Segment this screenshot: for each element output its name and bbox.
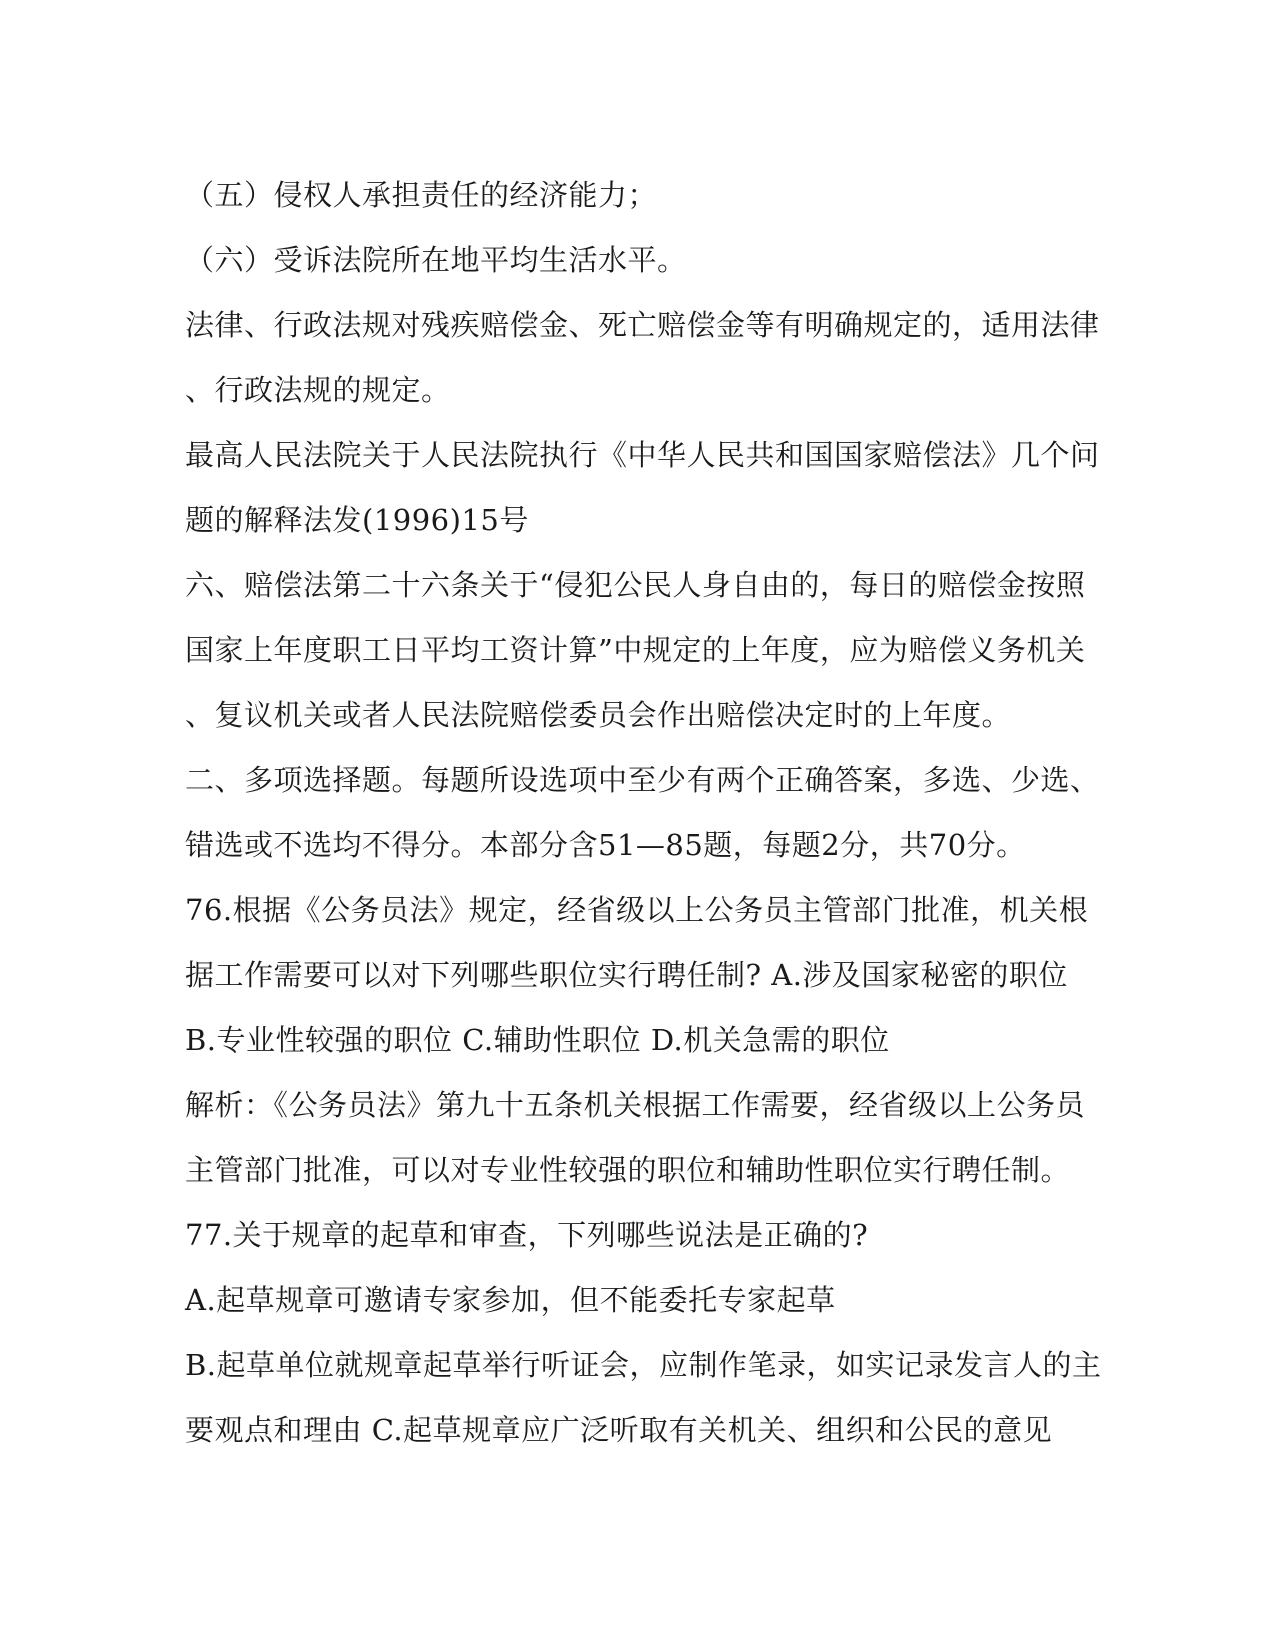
text-line: 错选或不选均不得分。本部分含51—85题，每题2分，共70分。 bbox=[185, 828, 1026, 862]
text-line: 77.关于规章的起草和审查，下列哪些说法是正确的? bbox=[185, 1218, 869, 1252]
text-line: 最高人民法院关于人民法院执行《中华人民共和国国家赔偿法》几个问 bbox=[185, 438, 1100, 472]
text-line: 、复议机关或者人民法院赔偿委员会作出赔偿决定时的上年度。 bbox=[185, 698, 1012, 732]
text-line: 法律、行政法规对残疾赔偿金、死亡赔偿金等有明确规定的，适用法律 bbox=[185, 308, 1100, 342]
text-line: 、行政法规的规定。 bbox=[185, 373, 451, 407]
text-line: 二、多项选择题。每题所设选项中至少有两个正确答案，多选、少选、 bbox=[185, 763, 1100, 797]
text-line: 据工作需要可以对下列哪些职位实行聘任制? A.涉及国家秘密的职位 bbox=[185, 958, 1068, 992]
text-line: A.起草规章可邀请专家参加，但不能委托专家起草 bbox=[185, 1283, 836, 1317]
text-line: B.起草单位就规章起草举行听证会，应制作笔录，如实记录发言人的主 bbox=[185, 1348, 1102, 1382]
text-line: （六）受诉法院所在地平均生活水平。 bbox=[185, 243, 687, 277]
text-line: 76.根据《公务员法》规定，经省级以上公务员主管部门批准，机关根 bbox=[185, 893, 1089, 927]
text-line: 六、赔偿法第二十六条关于“侵犯公民人身自由的，每日的赔偿金按照 bbox=[185, 568, 1086, 602]
text-line: 主管部门批准，可以对专业性较强的职位和辅助性职位实行聘任制。 bbox=[185, 1153, 1071, 1187]
text-line: （五）侵权人承担责任的经济能力； bbox=[185, 178, 658, 212]
text-line: 要观点和理由 C.起草规章应广泛听取有关机关、组织和公民的意见 bbox=[185, 1413, 1053, 1447]
text-line: 题的解释法发(1996)15号 bbox=[185, 503, 529, 537]
document-body bbox=[185, 163, 1105, 1463]
text-line: 解析：《公务员法》第九十五条机关根据工作需要，经省级以上公务员 bbox=[185, 1088, 1086, 1122]
text-line: 国家上年度职工日平均工资计算”中规定的上年度，应为赔偿义务机关 bbox=[185, 633, 1086, 667]
text-line: B.专业性较强的职位 C.辅助性职位 D.机关急需的职位 bbox=[185, 1023, 890, 1057]
